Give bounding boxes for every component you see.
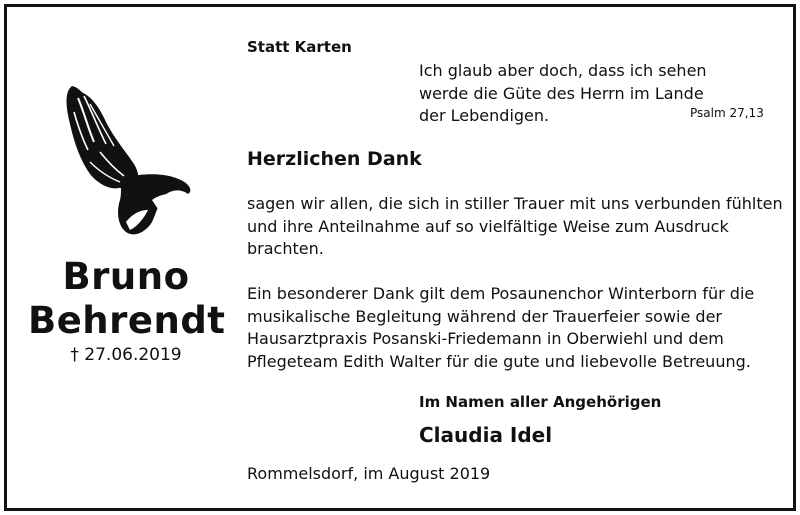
paragraph-line: musikalische Begleitung während der Trauerfeier sowie der — [247, 306, 723, 326]
signer-name: Claudia Idel — [419, 423, 553, 447]
statt-karten-label: Statt Karten — [247, 38, 352, 56]
thanks-heading: Herzlichen Dank — [247, 148, 422, 170]
on-behalf-label: Im Namen aller Angehörigen — [419, 393, 662, 411]
paragraph-line: Ein besonderer Dank gilt dem Posaunenchor Winterborn für die — [247, 284, 755, 303]
special-thanks-paragraph — [247, 283, 777, 373]
paragraph-line: Hausarztpraxis Posanski-Friedemann in Oberwiehl und dem — [247, 329, 724, 348]
verse-line: Ich glaub aber doch, dass ich sehen — [419, 61, 707, 80]
paragraph-line: sagen wir allen, die sich in stiller Trauer mit uns verbunden fühlten — [247, 194, 783, 213]
place-and-date: Rommelsdorf, im August 2019 — [247, 464, 491, 483]
verse-line: werde die Güte des Herrn im Lande — [419, 83, 704, 103]
paragraph-line: und ihre Anteilnahme auf so vielfältige Weise zum Ausdruck — [247, 216, 729, 236]
deceased-first-name: Bruno — [62, 255, 190, 298]
death-date: † 27.06.2019 — [70, 345, 182, 365]
verse-line: der Lebendigen. — [419, 106, 550, 125]
praying-hands-icon — [60, 82, 194, 238]
bible-verse — [419, 60, 707, 128]
paragraph-line: Pflegeteam Edith Walter für die gute und liebevolle Betreuung. — [247, 351, 751, 371]
paragraph-line: brachten. — [247, 239, 324, 258]
thanks-paragraph — [247, 193, 783, 261]
deceased-last-name: Behrendt — [28, 299, 226, 342]
verse-reference: Psalm 27,13 — [690, 106, 764, 120]
